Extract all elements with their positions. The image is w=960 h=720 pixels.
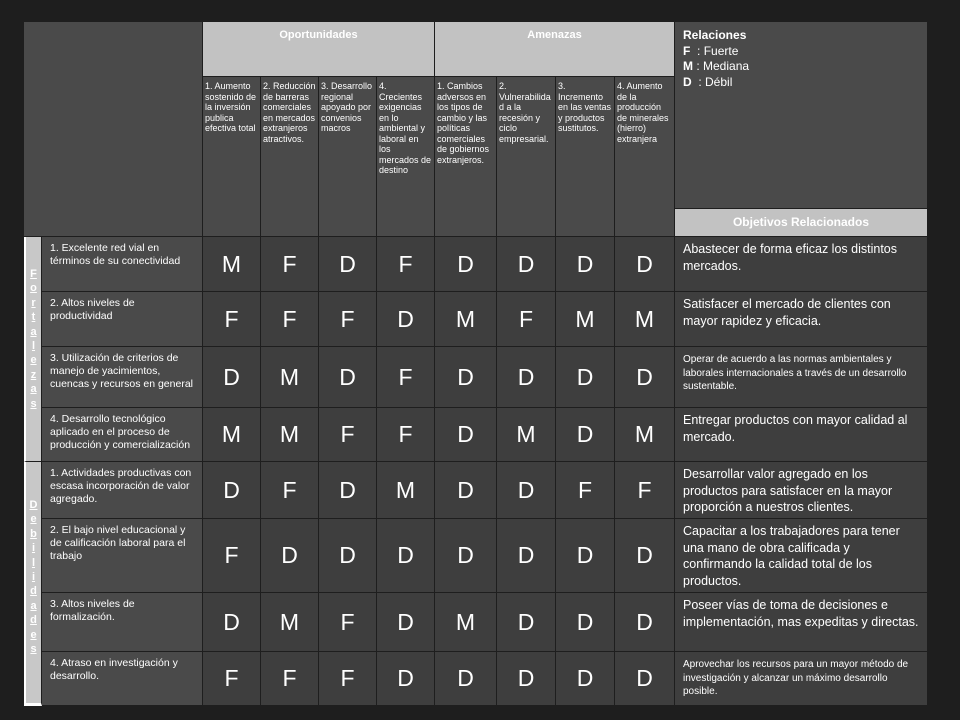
- column-header: 1. Aumento sostenido de la inversión publica efectiva total: [203, 77, 261, 237]
- relation-cell: D: [203, 347, 261, 408]
- relation-cell: F: [261, 292, 319, 347]
- row-label: 1. Excelente red vial en términos de su conectividad: [42, 237, 203, 292]
- relation-cell: D: [497, 593, 556, 652]
- relation-cell: F: [615, 462, 675, 519]
- objective-cell: Entregar productos con mayor calidad al mercado.: [675, 408, 928, 462]
- relation-cell: D: [497, 237, 556, 292]
- relation-cell: F: [319, 652, 377, 706]
- relation-cell: D: [556, 593, 615, 652]
- column-header: 3. Incremento en las ventas y productos sustitutos.: [556, 77, 615, 237]
- relation-cell: D: [203, 593, 261, 652]
- relation-cell: D: [615, 652, 675, 706]
- debilidades-label: D e b i l i d a d e s: [24, 462, 42, 706]
- relation-cell: D: [435, 462, 497, 519]
- relations-legend: [675, 22, 928, 209]
- relation-cell: D: [319, 237, 377, 292]
- row-label: 4. Atraso en investigación y desarrollo.: [42, 652, 203, 706]
- relation-cell: D: [615, 237, 675, 292]
- relation-cell: D: [556, 408, 615, 462]
- amenazas-header: Amenazas: [435, 22, 675, 77]
- column-header: 2. Vulnerabilidad a la recesión y ciclo empresarial.: [497, 77, 556, 237]
- oportunidades-header: Oportunidades: [203, 22, 435, 77]
- relation-cell: D: [377, 519, 435, 593]
- column-header: 4. Crecientes exigencias en lo ambiental y laboral en los mercados de destino: [377, 77, 435, 237]
- relation-cell: D: [435, 519, 497, 593]
- relation-cell: M: [261, 347, 319, 408]
- relation-cell: D: [319, 519, 377, 593]
- objective-cell: Capacitar a los trabajadores para tener una mano de obra calificada y confirmando la calidad total de los productos.: [675, 519, 928, 593]
- relation-cell: F: [261, 237, 319, 292]
- relation-cell: F: [377, 347, 435, 408]
- relation-cell: M: [377, 462, 435, 519]
- objective-cell: Desarrollar valor agregado en los productos para satisfacer en la mayor proporción a nuestros clientes.: [675, 462, 928, 519]
- relation-cell: F: [261, 652, 319, 706]
- relation-cell: D: [556, 237, 615, 292]
- relation-cell: M: [261, 408, 319, 462]
- relation-cell: D: [615, 347, 675, 408]
- relation-cell: M: [261, 593, 319, 652]
- relation-cell: M: [615, 292, 675, 347]
- relation-cell: M: [203, 237, 261, 292]
- objective-cell: Operar de acuerdo a las normas ambientales y laborales internacionales a través de un desarrollo sustentable.: [675, 347, 928, 408]
- relation-cell: M: [497, 408, 556, 462]
- relation-cell: D: [556, 652, 615, 706]
- relation-cell: F: [319, 292, 377, 347]
- relation-cell: F: [377, 408, 435, 462]
- relation-cell: D: [435, 347, 497, 408]
- column-header: 1. Cambios adversos en los tipos de cambio y las políticas comerciales de gobiernos extranjeros.: [435, 77, 497, 237]
- relation-cell: D: [497, 347, 556, 408]
- relation-cell: D: [556, 347, 615, 408]
- relation-cell: D: [497, 519, 556, 593]
- legend-title: Relaciones: [683, 28, 747, 42]
- relation-cell: D: [377, 292, 435, 347]
- relation-cell: D: [615, 593, 675, 652]
- objective-cell: Satisfacer el mercado de clientes con mayor rapidez y eficacia.: [675, 292, 928, 347]
- relation-cell: D: [261, 519, 319, 593]
- fortalezas-label: F o r t a l e z a s: [24, 237, 42, 462]
- row-label: 3. Altos niveles de formalización.: [42, 593, 203, 652]
- relation-cell: D: [435, 408, 497, 462]
- relation-cell: D: [319, 347, 377, 408]
- relation-cell: F: [556, 462, 615, 519]
- legend-item: M : Mediana: [683, 59, 750, 73]
- relation-cell: F: [377, 237, 435, 292]
- legend-item: F : Fuerte: [683, 43, 739, 58]
- relation-cell: D: [497, 652, 556, 706]
- legend-item: D : Débil: [683, 74, 733, 89]
- column-header: 3. Desarrollo regional apoyado por convenios macros: [319, 77, 377, 237]
- objective-cell: Aprovechar los recursos para un mayor método de investigación y alcanzar un máximo desarrollo posible.: [675, 652, 928, 706]
- relation-cell: M: [556, 292, 615, 347]
- relation-cell: D: [377, 593, 435, 652]
- column-header: 4. Aumento de la producción de minerales (hierro) extranjera: [615, 77, 675, 237]
- foda-matrix: [24, 22, 939, 706]
- relation-cell: M: [435, 292, 497, 347]
- relation-cell: F: [203, 519, 261, 593]
- relation-cell: M: [435, 593, 497, 652]
- relation-cell: D: [435, 652, 497, 706]
- relation-cell: D: [497, 462, 556, 519]
- row-label: 3. Utilización de criterios de manejo de yacimientos, cuencas y recursos en general: [42, 347, 203, 408]
- relation-cell: D: [435, 237, 497, 292]
- relation-cell: M: [615, 408, 675, 462]
- relation-cell: M: [203, 408, 261, 462]
- relation-cell: F: [261, 462, 319, 519]
- relation-cell: D: [203, 462, 261, 519]
- relation-cell: D: [615, 519, 675, 593]
- relation-cell: F: [203, 652, 261, 706]
- row-label: 2. El bajo nivel educacional y de calificación laboral para el trabajo: [42, 519, 203, 593]
- column-header: 2. Reducción de barreras comerciales en mercados extranjeros atractivos.: [261, 77, 319, 237]
- objetivos-header: Objetivos Relacionados: [675, 209, 928, 237]
- row-label: 1. Actividades productivas con escasa incorporación de valor agregado.: [42, 462, 203, 519]
- corner-cell: [24, 22, 203, 237]
- row-label: 2. Altos niveles de productividad: [42, 292, 203, 347]
- relation-cell: F: [203, 292, 261, 347]
- relation-cell: F: [319, 593, 377, 652]
- relation-cell: F: [497, 292, 556, 347]
- objective-cell: Abastecer de forma eficaz los distintos mercados.: [675, 237, 928, 292]
- relation-cell: D: [377, 652, 435, 706]
- row-label: 4. Desarrollo tecnológico aplicado en el proceso de producción y comercialización: [42, 408, 203, 462]
- relation-cell: F: [319, 408, 377, 462]
- objective-cell: Poseer vías de toma de decisiones e implementación, mas expeditas y directas.: [675, 593, 928, 652]
- relation-cell: D: [556, 519, 615, 593]
- relation-cell: D: [319, 462, 377, 519]
